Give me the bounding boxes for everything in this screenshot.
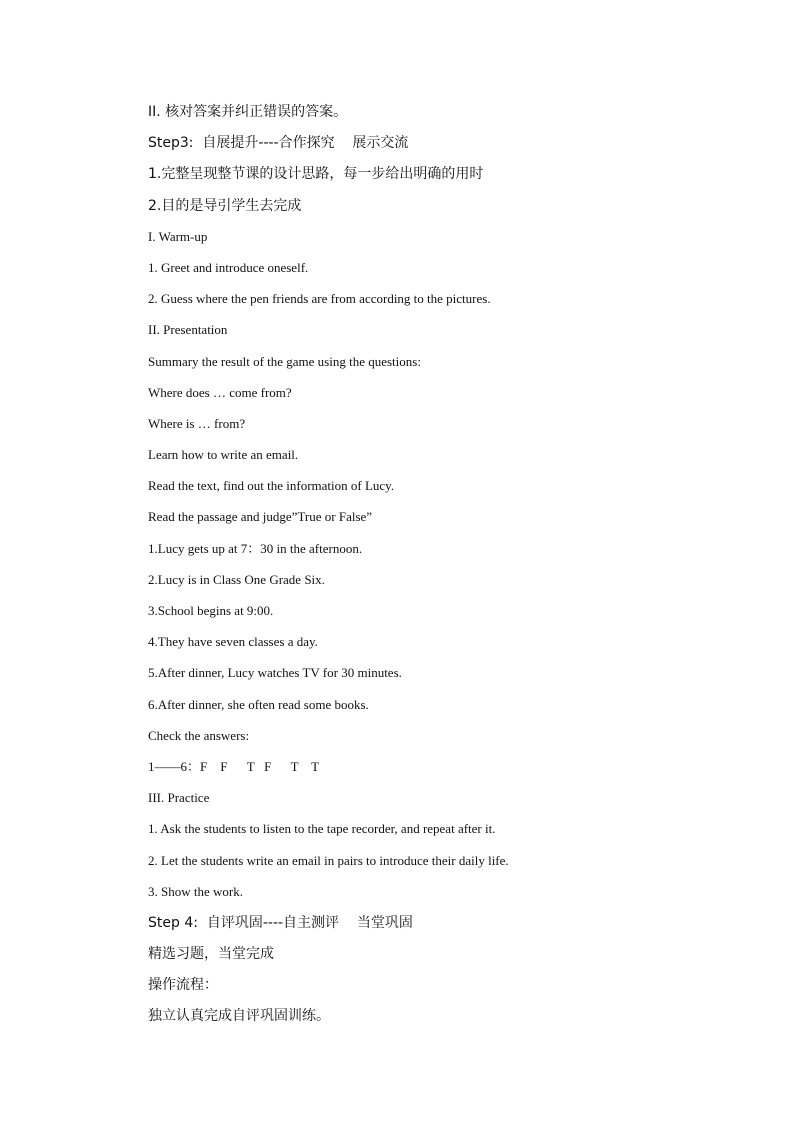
statement-5: 5.After dinner, Lucy watches TV for 30 minutes. (148, 665, 402, 681)
warm-up-item-2: 2. Guess where the pen friends are from according to the pictures. (148, 291, 491, 307)
design-note-1: 1.完整呈现整节课的设计思路，每一步给出明确的用时 (148, 166, 484, 183)
practice-heading: III. Practice (148, 790, 210, 806)
step4-heading: Step 4: 自评巩固----自主测评 当堂巩固 (148, 914, 413, 931)
design-note-2: 2.目的是导引学生去完成 (148, 197, 302, 214)
document-body (148, 101, 708, 1037)
judge-instruction: Read the passage and judge”True or False” (148, 509, 373, 525)
warm-up-item-1: 1. Greet and introduce oneself. (148, 259, 309, 275)
question-2: Where is … from? (148, 415, 246, 431)
statement-1: 1.Lucy gets up at 7：30 in the afternoon. (148, 540, 363, 556)
question-1: Where does … come from? (148, 384, 292, 400)
answer-key: 1——6：F F T F T T (148, 758, 320, 774)
statement-3: 3.School begins at 9:00. (148, 603, 274, 618)
practice-item-1: 1. Ask the students to listen to the tape recorder, and repeat after it. (148, 821, 496, 837)
statement-2: 2.Lucy is in Class One Grade Six. (148, 571, 325, 587)
warm-up-heading: I. Warm-up (148, 228, 208, 244)
statement-6: 6.After dinner, she often read some books. (148, 696, 369, 712)
presentation-summary: Summary the result of the game using the questions: (148, 353, 421, 369)
practice-item-2: 2. Let the students write an email in pairs to introduce their daily life. (148, 852, 509, 868)
presentation-heading: II. Presentation (148, 322, 228, 338)
check-answers-heading: Check the answers: (148, 727, 250, 743)
independent-practice-line: 独立认真完成自评巩固训练。 (148, 1008, 330, 1025)
procedure-heading: 操作流程： (148, 977, 218, 994)
step3-heading: Step3: 自展提升----合作探究 展示交流 (148, 135, 409, 152)
statement-4: 4.They have seven classes a day. (148, 634, 318, 650)
read-text-line: Read the text, find out the information of Lucy. (148, 478, 395, 494)
learn-email-line: Learn how to write an email. (148, 447, 299, 463)
check-answers-line: II. 核对答案并纠正错误的答案。 (148, 104, 348, 120)
select-exercises-line: 精选习题，当堂完成 (148, 946, 274, 963)
practice-item-3: 3. Show the work. (148, 883, 243, 899)
